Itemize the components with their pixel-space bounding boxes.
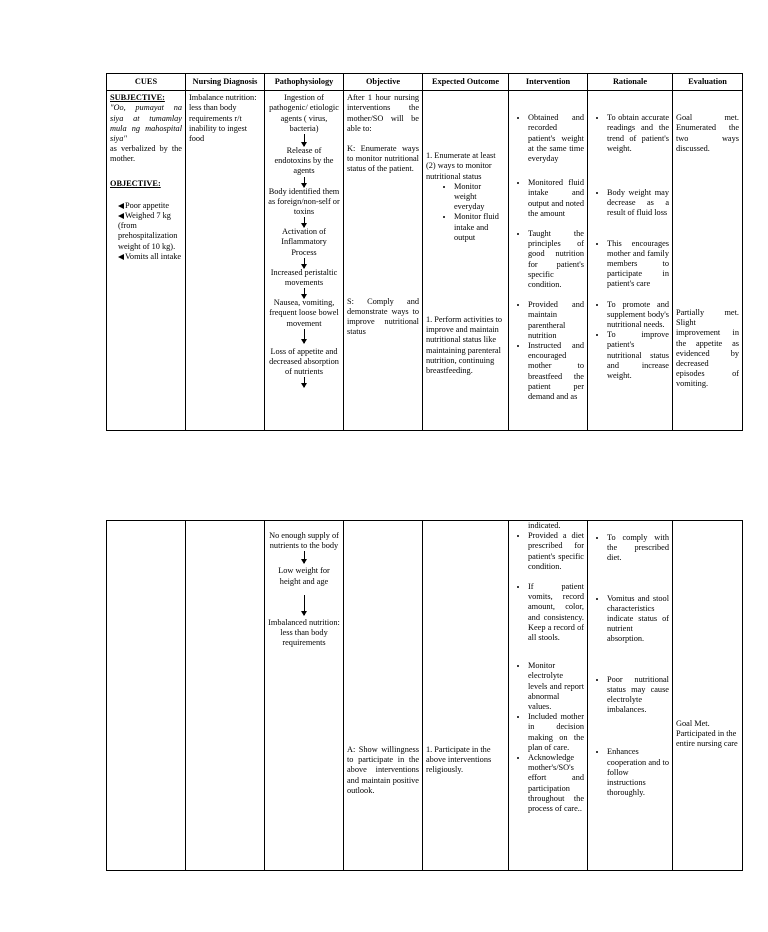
evaluation-1: Goal met. Enumerated the two ways discussed.	[676, 113, 739, 153]
outcome-2: 1. Perform activities to improve and maintain nutritional status like maintaining parenteral nutrition, continuing breastfeeding.	[426, 315, 503, 376]
down-arrow-icon	[304, 217, 305, 227]
header-evaluation: Evaluation	[673, 74, 743, 91]
list-item: • Instructed and encouraged mother to breastfeed the patient per demand and as	[528, 341, 584, 402]
list-item: • If patient vomits, record amount, color, and consistency. Keep a record of all stools.	[528, 582, 584, 643]
nursing-care-plan-table-page2	[106, 520, 743, 871]
list-item: • Provided a diet prescribed for patient's specific condition.	[528, 531, 584, 572]
header-intervention: Intervention	[509, 74, 588, 91]
body-row-continued	[107, 521, 743, 871]
nursing-care-plan-table-page1	[106, 73, 743, 431]
intervention-cell	[509, 91, 588, 431]
list-item: • Monitor electrolyte levels and report abnormal values.	[528, 661, 584, 712]
list-item: • Included mother in decision making on the plan of care.	[528, 712, 584, 753]
down-arrow-icon	[304, 551, 305, 563]
header-cues: CUES	[107, 74, 186, 91]
down-arrow-icon	[304, 258, 305, 268]
header-row	[107, 74, 743, 91]
list-item: • Monitored fluid intake and output and noted the amount	[528, 178, 584, 219]
list-item: • Acknowledge mother's/SO's effort and participation throughout the process of care..	[528, 753, 584, 814]
list-item: • To comply with the prescribed diet.	[607, 533, 669, 564]
rationale-cell	[588, 91, 673, 431]
expected-outcome-cell-continued	[423, 521, 509, 871]
objective-cell	[344, 91, 423, 431]
list-item: • Body weight may decrease as a result of fluid loss	[607, 188, 669, 219]
list-item: • To promote and supplement body's nutritional needs.	[607, 300, 669, 331]
rationale-list	[591, 113, 669, 381]
arrowhead-bullet-icon	[118, 254, 124, 260]
list-item: • Monitor weight everyday	[454, 182, 505, 213]
evaluation-cell-continued	[673, 521, 743, 871]
intervention-cell-continued	[509, 521, 588, 871]
outcome-3: 1. Participate in the above interventions religiously.	[426, 745, 492, 775]
objective-skill: S: Comply and demonstrate ways to improve nutritional status	[347, 296, 419, 337]
pathophysiology-cell-continued	[265, 521, 344, 871]
objective-attitude: A: Show willingness to participate in the above interventions and maintain positive outlook.	[347, 745, 419, 795]
evaluation-2: Partially met. Slight improvement in the appetite as evidenced by decreased episodes of vomiting.	[676, 308, 739, 389]
patho-step: Low weight for height and age	[278, 566, 330, 586]
list-item: • To obtain accurate readings and the trend of patient's weight.	[607, 113, 669, 154]
patho-step: Nausea, vomiting, frequent loose bowel movement	[269, 298, 339, 328]
list-item: • Monitor fluid intake and output	[454, 212, 505, 243]
body-row	[107, 91, 743, 431]
patho-step: Imbalanced nutrition: less than body requirements	[268, 617, 340, 648]
list-item: • Vomitus and stool characteristics indicate status of nutrient absorption.	[607, 594, 669, 645]
objective-item: Poor appetite	[110, 201, 182, 211]
list-item: • Provided and maintain parentheral nutrition	[528, 300, 584, 341]
header-objective: Objective	[344, 74, 423, 91]
cues-cell-continued	[107, 521, 186, 871]
down-arrow-icon	[304, 595, 305, 615]
objective-item: Vomits all intake	[110, 252, 182, 262]
pathophysiology-cell	[265, 91, 344, 431]
list-item: • This encourages mother and family members to participate in patient's care	[607, 239, 669, 290]
down-arrow-icon	[304, 329, 305, 343]
expected-outcome-cell	[423, 91, 509, 431]
list-item: • Obtained and recorded patient's weight at the same time everyday	[528, 113, 584, 164]
intervention-list	[512, 113, 584, 402]
patho-step: Loss of appetite and decreased absorption of nutrients	[269, 346, 339, 377]
intervention-continued-text: indicated.	[528, 521, 561, 530]
list-item: • Taught the principles of good nutrition for patient's specific condition.	[528, 229, 584, 290]
header-expected-outcome: Expected Outcome	[423, 74, 509, 91]
diagnosis-cell-continued	[186, 521, 265, 871]
subjective-verbalized: as verbalized by the mother.	[110, 144, 182, 164]
evaluation-cell	[673, 91, 743, 431]
down-arrow-icon	[304, 134, 305, 146]
arrowhead-bullet-icon	[118, 203, 124, 209]
nursing-diagnosis-text: Imbalance nutrition: less than body requirements r/t inability to ingest food	[189, 93, 257, 144]
patho-step: Release of endotoxins by the agents	[274, 146, 334, 176]
diagnosis-cell	[186, 91, 265, 431]
cues-cell	[107, 91, 186, 431]
down-arrow-icon	[304, 288, 305, 298]
objective-label: OBJECTIVE:	[110, 178, 161, 188]
objective-item: Weighed 7 kg (from prehospitalization weight of 10 kg).	[118, 211, 178, 251]
header-nursing-diagnosis: Nursing Diagnosis	[186, 74, 265, 91]
subjective-quote: "Oo, pumayat na siya at tumamlay mula ng mahospital siya"	[110, 103, 182, 144]
down-arrow-icon	[304, 177, 305, 187]
patho-step: Body identified them as foreign/non-self or toxins	[268, 186, 340, 217]
subjective-label: SUBJECTIVE:	[110, 93, 165, 103]
patho-step: Ingestion of pathogenic/ etiologic agents ( virus, bacteria)	[269, 93, 339, 133]
patho-step: No enough supply of nutrients to the body	[269, 531, 339, 551]
patho-step: Increased peristaltic movements	[270, 267, 338, 288]
evaluation-3: Goal Met. Participated in the entire nursing care	[676, 719, 738, 749]
outcome-1: 1. Enumerate at least (2) ways to monitor nutritional status	[426, 151, 496, 181]
outcome-1-list	[426, 182, 505, 243]
objective-cell-continued	[344, 521, 423, 871]
objective-knowledge: K: Enumerate ways to monitor nutritional status of the patient.	[347, 144, 419, 174]
list-item: • Enhances cooperation and to follow instructions thoroughly.	[607, 747, 669, 798]
header-pathophysiology: Pathophysiology	[265, 74, 344, 91]
rationale-list-continued	[591, 533, 669, 798]
list-item: • To improve patient's nutritional status and increase weight.	[607, 330, 669, 381]
down-arrow-icon	[304, 377, 305, 387]
arrowhead-bullet-icon	[118, 213, 124, 219]
patho-step: Activation of Inflammatory Process	[281, 227, 327, 257]
objective-intro: After 1 hour nursing interventions the mother/SO will be able to:	[347, 93, 419, 133]
header-rationale: Rationale	[588, 74, 673, 91]
list-item: • Poor nutritional status may cause electrolyte imbalances.	[607, 675, 669, 716]
intervention-list-continued	[512, 531, 584, 814]
rationale-cell-continued	[588, 521, 673, 871]
